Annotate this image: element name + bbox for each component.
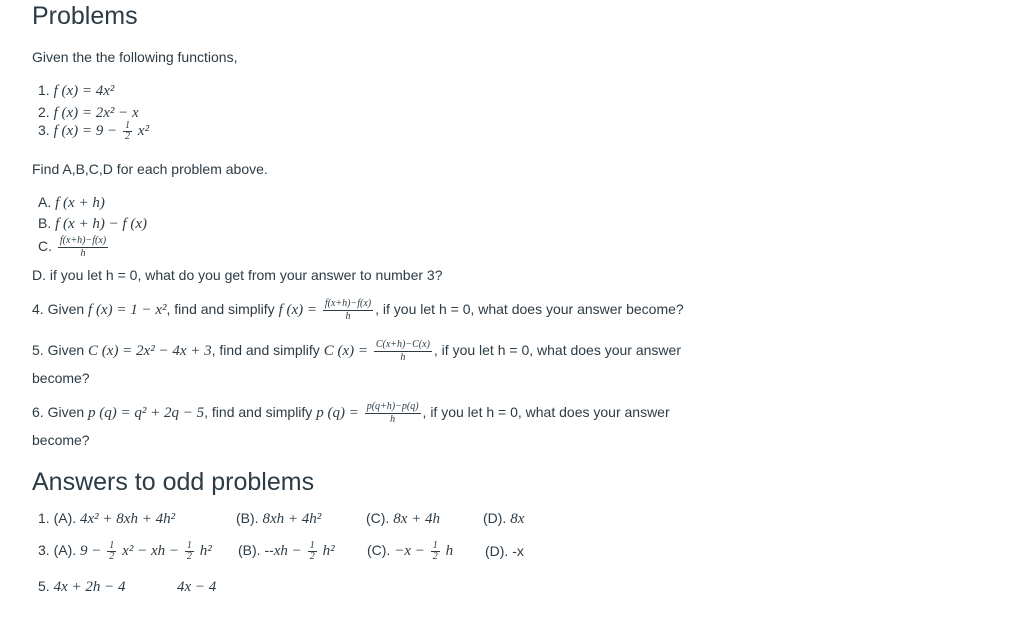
fraction-denominator: h <box>390 414 396 425</box>
fraction-numerator: p(q+h)−p(q) <box>366 401 419 412</box>
part-a <box>38 194 105 212</box>
function-3-fraction <box>123 121 132 142</box>
problem-5 <box>32 339 681 364</box>
function-1-label: 1. <box>38 82 50 98</box>
intro-text: Given the the following functions, <box>32 49 238 65</box>
answer-3-a-part3: h² <box>199 543 212 560</box>
fraction-numerator: f(x+h)−f(x) <box>324 298 372 309</box>
answers-heading: Answers to odd problems <box>32 468 315 496</box>
answer-row-1-b <box>236 510 321 528</box>
problem-6-lhs: p (q) = <box>316 405 359 422</box>
problem-5-prefix: 5. Given <box>32 342 85 359</box>
problem-6-suffix: , if you let h = 0, what does your answer <box>422 404 670 421</box>
problem-4-function: f (x) = 1 − x² <box>88 302 167 319</box>
answer-3-a-half-2 <box>185 541 194 562</box>
answer-5-a: 4x + 2h − 4 <box>53 579 126 595</box>
answer-3-c-part1: −x − <box>394 543 425 560</box>
answer-row-1-label-a <box>38 510 175 528</box>
function-3-expr-suffix: x² <box>137 123 150 140</box>
problem-6-prefix: 6. Given <box>32 404 85 421</box>
answer-3-a-part2: x² − xh − <box>122 543 179 560</box>
fraction-denominator: 2 <box>432 551 438 562</box>
problem-5-function: C (x) = 2x² − 4x + 3 <box>88 343 212 360</box>
answer-1-label: 1. (A). <box>38 510 77 526</box>
answer-row-1-d <box>483 510 524 528</box>
answer-row-3-c <box>367 541 453 562</box>
fraction-numerator: 1 <box>109 540 115 551</box>
part-c <box>38 235 110 260</box>
answer-3-c-half <box>431 541 440 562</box>
part-a-expr: f (x + h) <box>55 195 105 211</box>
answer-3-b-half <box>308 541 317 562</box>
part-b-label: B. <box>38 215 52 231</box>
problem-4-prefix: 4. Given <box>32 301 85 318</box>
answer-3-b-label: (B). -- <box>238 542 274 559</box>
page-title: Problems <box>32 2 138 30</box>
answer-1-c: 8x + 4h <box>393 511 440 527</box>
answer-1-a: 4x² + 8xh + 4h² <box>80 511 176 527</box>
answer-row-5-a <box>38 578 125 596</box>
answer-3-c-part2: h <box>445 543 454 560</box>
answer-row-3-d: (D). -x <box>485 543 524 559</box>
answer-3-a-part1: 9 − <box>80 543 102 560</box>
problem-4 <box>32 298 684 323</box>
problem-5-lhs: C (x) = <box>323 343 368 360</box>
fraction-numerator: 1 <box>309 540 315 551</box>
answer-5-label: 5. <box>38 578 50 594</box>
answer-1-b: 8xh + 4h² <box>262 511 322 527</box>
problem-4-fraction <box>323 298 373 323</box>
problem-5-mid: , find and simplify <box>211 342 320 359</box>
function-1-expr: f (x) = 4x² <box>53 83 115 99</box>
answer-3-b-part2: h² <box>322 543 335 560</box>
answer-row-1-c <box>366 510 440 528</box>
problem-5-suffix: , if you let h = 0, what does your answer <box>433 342 681 359</box>
fraction-denominator: 2 <box>186 551 192 562</box>
answer-row-3-b <box>238 541 335 562</box>
part-c-fraction <box>58 235 108 260</box>
fraction-denominator: 2 <box>109 551 115 562</box>
problem-4-mid: , find and simplify <box>166 301 275 318</box>
problem-6-continuation: become? <box>32 432 90 448</box>
answer-1-c-label: (C). <box>366 510 390 526</box>
answer-3-label: 3. (A). <box>38 542 77 559</box>
find-text: Find A,B,C,D for each problem above. <box>32 161 268 177</box>
answer-3-b-part1: xh − <box>273 543 302 560</box>
fraction-denominator: h <box>80 248 86 259</box>
problem-6-mid: , find and simplify <box>204 404 313 421</box>
answer-1-b-label: (B). <box>236 510 259 526</box>
part-b-expr: f (x + h) − f (x) <box>55 216 147 232</box>
part-c-label: C. <box>38 238 52 255</box>
fraction-numerator: f(x+h)−f(x) <box>59 235 107 246</box>
function-item-2 <box>38 104 139 122</box>
part-a-label: A. <box>38 194 52 210</box>
function-item-3 <box>38 121 149 142</box>
problem-6-fraction <box>365 401 421 426</box>
function-item-1 <box>38 82 114 100</box>
problem-6-function: p (q) = q² + 2q − 5 <box>88 405 205 422</box>
function-3-expr-prefix: f (x) = 9 − <box>53 123 118 140</box>
fraction-numerator: C(x+h)−C(x) <box>375 339 430 350</box>
part-b <box>38 215 147 233</box>
fraction-numerator: 1 <box>432 540 438 551</box>
answer-3-a-half-1 <box>107 541 116 562</box>
problem-6 <box>32 401 670 426</box>
fraction-numerator: 1 <box>186 540 192 551</box>
problem-4-lhs: f (x) = <box>278 302 317 319</box>
function-3-label: 3. <box>38 122 50 139</box>
fraction-denominator: 2 <box>309 551 315 562</box>
fraction-numerator: 1 <box>125 120 131 131</box>
answer-1-d: 8x <box>510 511 525 527</box>
part-d: D. if you let h = 0, what do you get from your answer to number 3? <box>32 267 443 283</box>
fraction-denominator: 2 <box>125 131 131 142</box>
answer-row-5-b <box>177 578 216 596</box>
problem-4-suffix: , if you let h = 0, what does your answer become? <box>375 301 684 318</box>
answer-1-d-label: (D). <box>483 510 507 526</box>
fraction-denominator: h <box>345 311 351 322</box>
answer-3-c-label: (C). <box>367 542 391 559</box>
answer-row-3-a <box>38 541 212 562</box>
answer-5-b: 4x − 4 <box>177 579 217 595</box>
function-2-expr: f (x) = 2x² − x <box>53 105 139 121</box>
fraction-denominator: h <box>400 352 406 363</box>
problem-5-fraction <box>374 339 432 364</box>
problem-5-continuation: become? <box>32 370 90 386</box>
function-2-label: 2. <box>38 104 50 120</box>
